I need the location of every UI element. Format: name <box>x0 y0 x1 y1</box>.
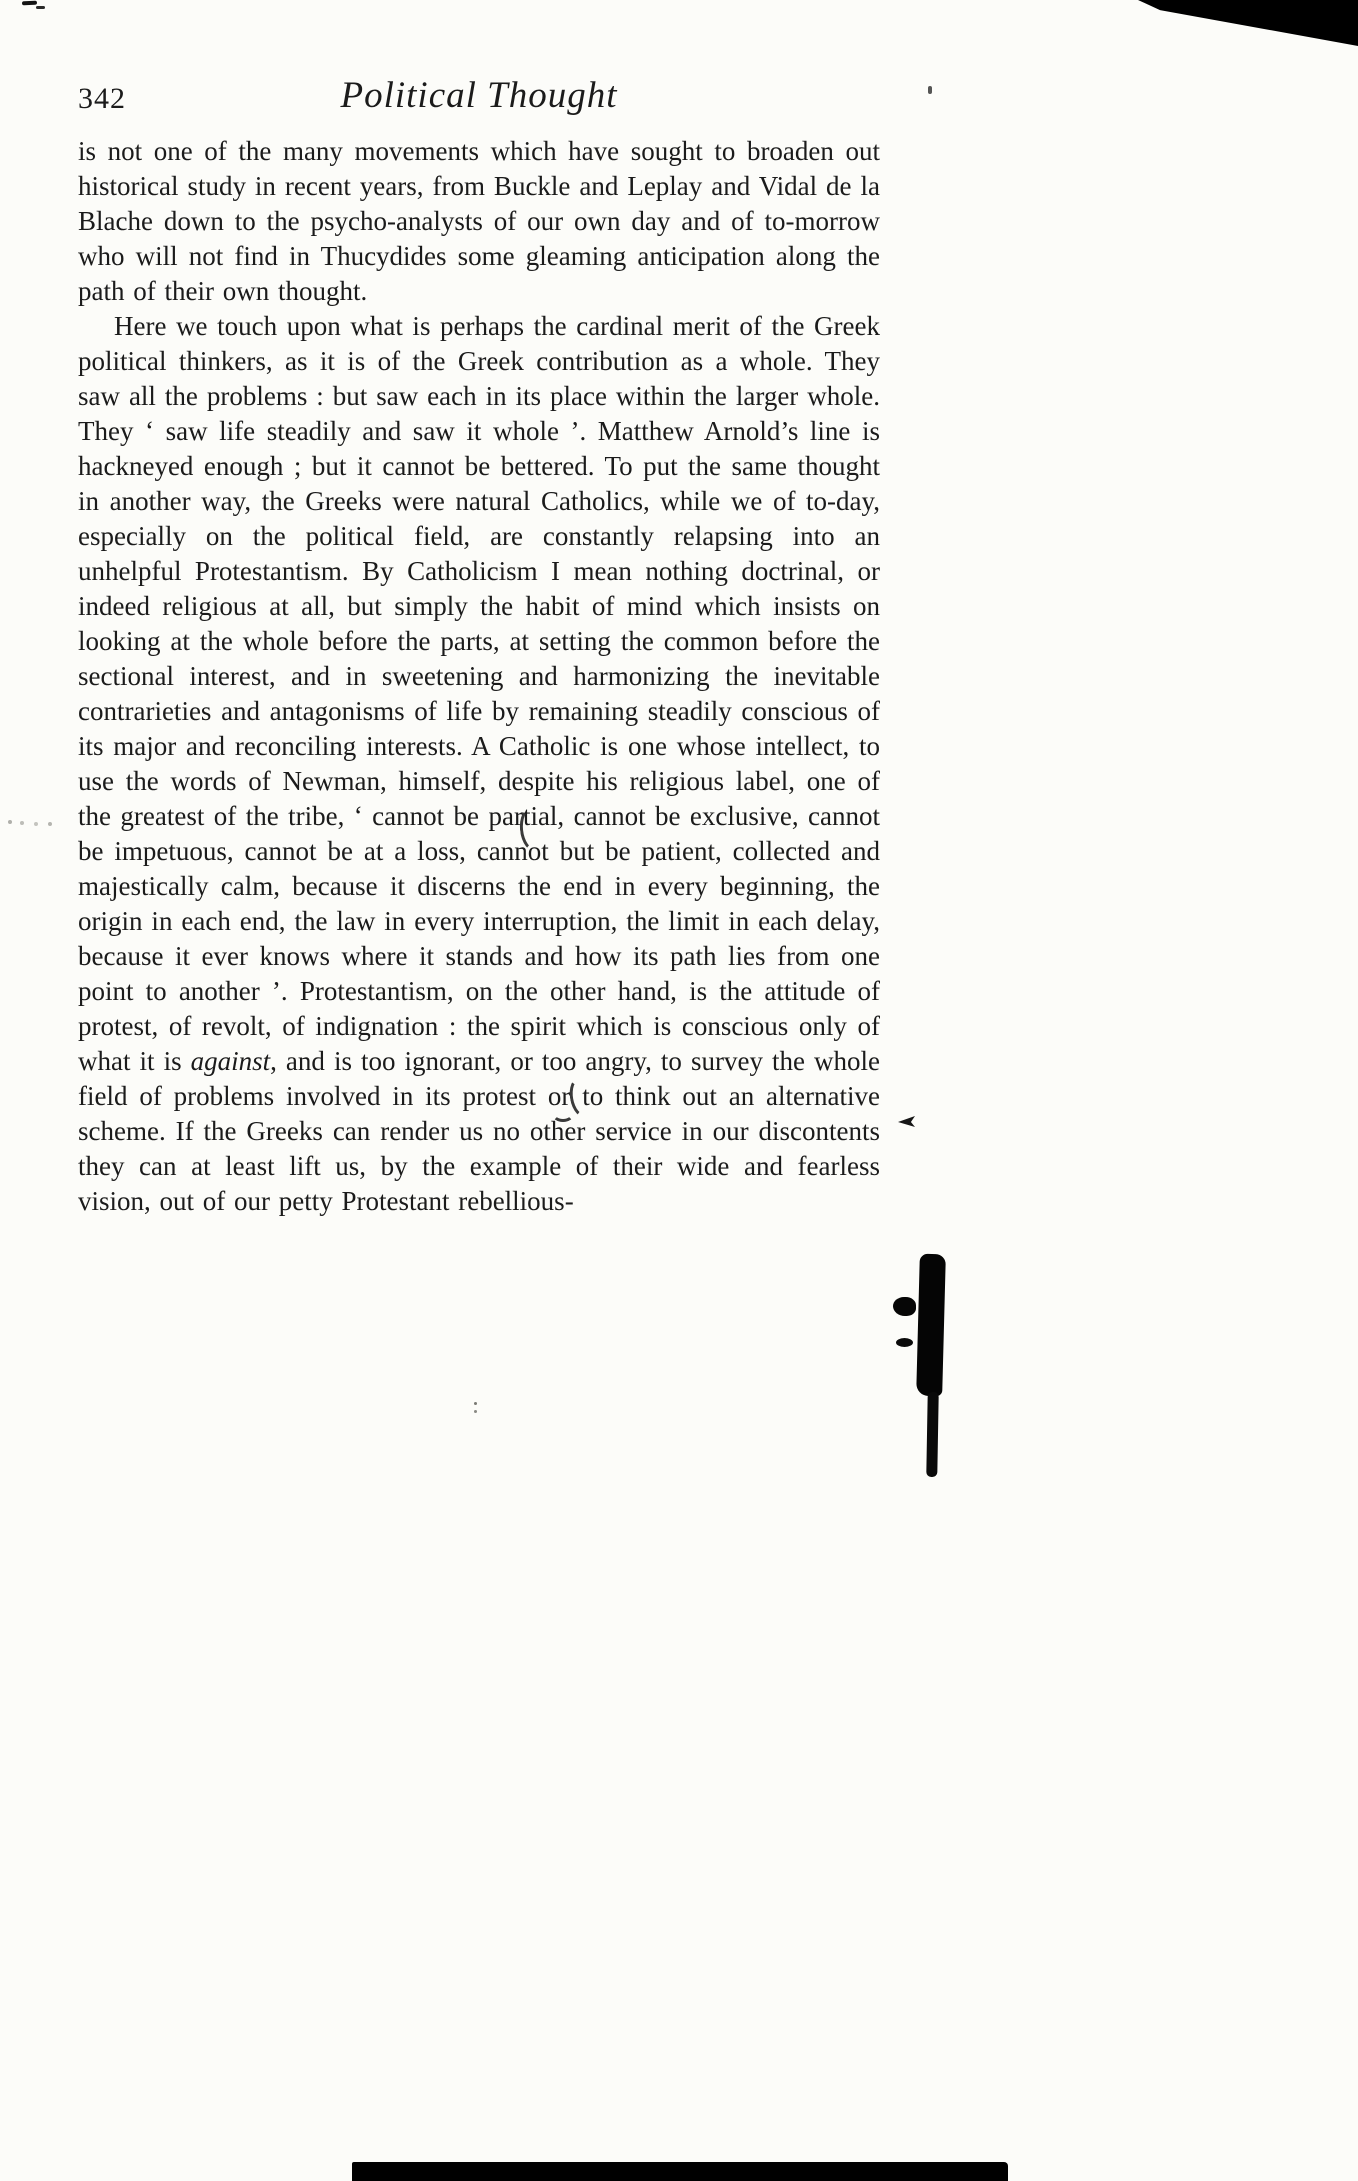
text-segment: Here we touch upon what is perhaps the cardinal merit of the Greek political thinkers, as it is of the Greek contribution as a whole. They saw all the problems : but saw each in its place within the larger whole. They ‘ saw life steadily and saw it whole ’. Matthew Arnold’s line is hackneyed enough ; but it cannot be bettered. To put the same thought in another way, the Greeks were natural Catholics, while we of to-day, especially on the political field, are constantly relapsing into an unhelpful Protestantism. By Catholicism I mean nothing doctrinal, or indeed religious at all, but simply the habit of mind which insists on looking at the whole before the parts, at setting the common before the sectional interest, and in sweetening and harmonizing the inevitable contrarieties and antagonisms of life by remaining steadily conscious of its major and reconciling interests. A Catholic is one whose intellect, to use the words of Newman, himself, despite his religious label, one of the greatest of the tribe, ‘ cannot be partial, cannot be exclusive, cannot be impetuous, cannot be at a loss, cannot but be patient, collected and majestically calm, because it discerns the end in every beginning, the origin in each end, the law in every interruption, the limit in each delay, because it ever knows where it stands and how its path lies from one point to another ’. Protestantism, on the other hand, is the attitude of protest, of revolt, of indignation : the spirit which is conscious only of what it is <box>78 311 880 1076</box>
paragraph <box>78 134 880 309</box>
corner-fold-artifact <box>1138 0 1358 46</box>
ink-smear-artifact <box>916 1254 946 1397</box>
paragraph <box>78 309 880 1219</box>
top-left-speck-artifact <box>22 1 37 6</box>
top-left-speck-artifact <box>36 6 45 9</box>
pencil-mark-artifact <box>552 1106 574 1122</box>
margin-arrow-artifact <box>898 1116 915 1127</box>
ink-smear-artifact <box>926 1392 938 1477</box>
ink-speck-artifact <box>474 1402 477 1405</box>
bottom-scan-bar-artifact <box>352 2162 1008 2181</box>
left-margin-dots-artifact <box>8 820 12 824</box>
text-segment: against <box>190 1046 271 1076</box>
text-segment: , and is too ignorant, or too angry, to survey the whole field of problems involved in its protest or to think out an alternative scheme. If the Greeks can render us no other service in our discontents they can at least lift us, by the example of their wide and fearless vision, out of our petty Protestant rebellious- <box>78 1046 880 1216</box>
ink-blob-artifact <box>896 1338 913 1347</box>
page-header <box>78 74 880 124</box>
running-title: Political Thought <box>340 75 618 116</box>
body-text <box>78 134 880 1219</box>
text-segment: is not one of the many movements which have sought to broaden out historical study in recent years, from Buckle and Leplay and Vidal de la Blache down to the psycho-analysts of our own day and of to-morrow who will not find in Thucydides some gleaming anticipation along the path of their own thought. <box>78 136 880 306</box>
ink-blob-artifact <box>893 1297 916 1316</box>
page-number: 342 <box>78 82 126 115</box>
ink-speck-artifact <box>928 86 932 94</box>
